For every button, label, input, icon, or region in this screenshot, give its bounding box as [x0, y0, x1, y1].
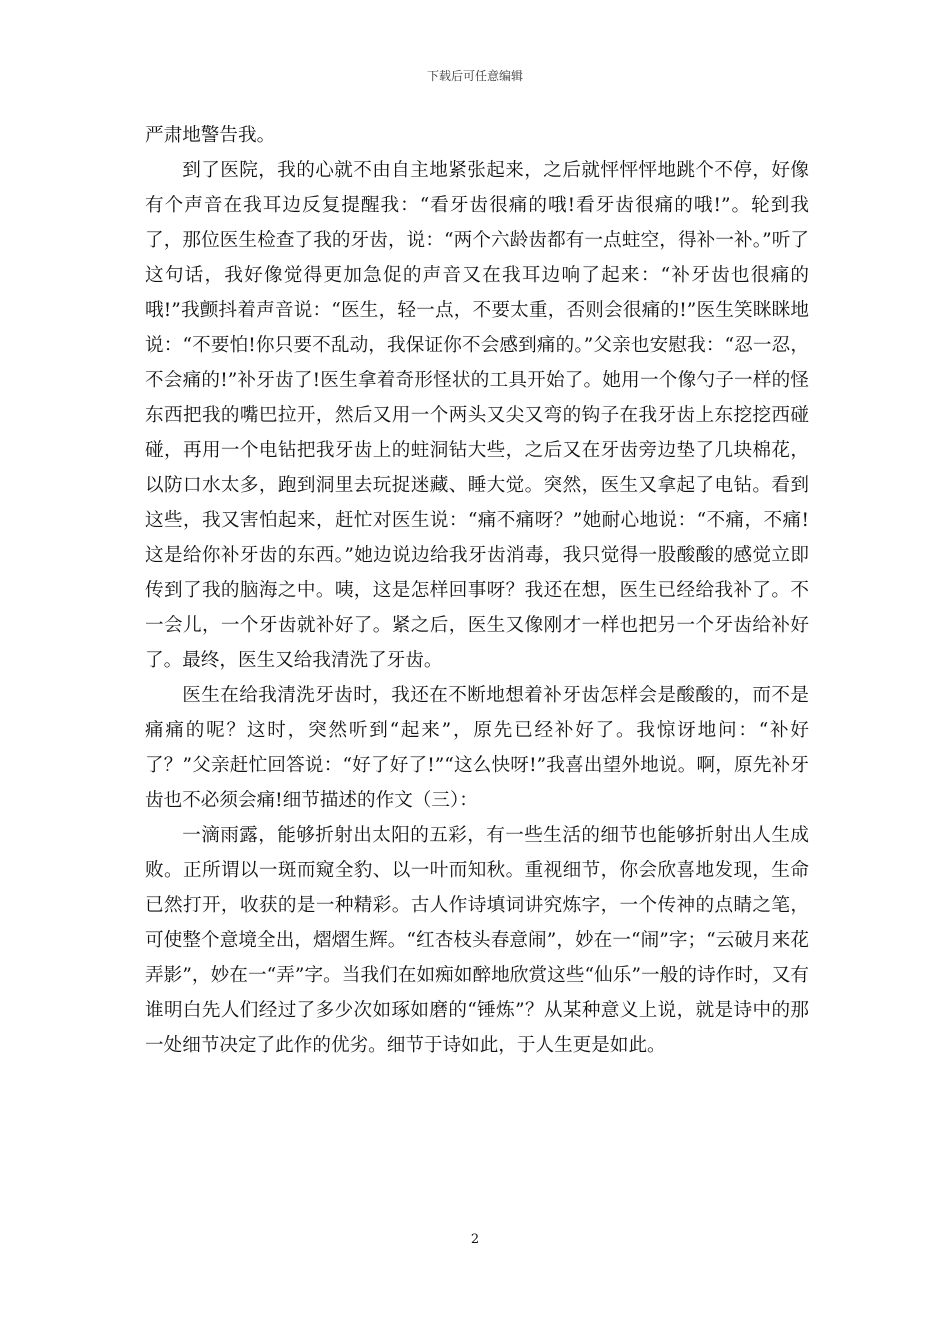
- paragraph: 严肃地警告我。: [145, 125, 276, 146]
- document-body: [145, 118, 809, 1063]
- page-header: 下载后可任意编辑: [426, 69, 523, 83]
- paragraph: 一滴雨露，能够折射出太阳的五彩，有一些生活的细节也能够折射出人生成败。正所谓以一斑而窥全豹、以一叶而知秋。重视细节，你会欣喜地发现，生命已然打开，收获的是一种精彩。古人作诗填词讲究炼字，一个传神的点睛之笔，可使整个意境全出，熠熠生辉。“红杏枝头春意闹”，妙在一“闹”字；“云破月来花弄影”，妙在一“弄”字。当我们在如痴如醉地欣赏这些“仙乐”一般的诗作时，又有谁明白先人们经过了多少次如琢如磨的“锤炼”？从某种意义上说，就是诗中的那一处细节决定了此作的优劣。细节于诗如此，于人生更是如此。: [145, 825, 809, 1056]
- paragraph: 到了医院，我的心就不由自主地紧张起来，之后就怦怦怦地跳个不停，好像有个声音在我耳边反复提醒我：“看牙齿很痛的哦!看牙齿很痛的哦!”。轮到我了，那位医生检查了我的牙齿，说：“两个六龄齿都有一点蛀空，得补一补。”听了这句话，我好像觉得更加急促的声音又在我耳边响了起来：“补牙齿也很痛的哦!”我颤抖着声音说：“医生，轻一点，不要太重，否则会很痛的!”医生笑眯眯地说：“不要怕!你只要不乱动，我保证你不会感到痛的。”父亲也安慰我：“忍一忍，不会痛的!”补牙齿了!医生拿着奇形怪状的工具开始了。她用一个像勺子一样的怪东西把我的嘴巴拉开，然后又用一个两头又尖又弯的钩子在我牙齿上东挖挖西碰碰，再用一个电钻把我牙齿上的蛀洞钻大些，之后又在牙齿旁边垫了几块棉花，以防口水太多，跑到洞里去玩捉迷藏、睡大觉。突然，医生又拿起了电钻。看到这些，我又害怕起来，赶忙对医生说：“痛不痛呀？”她耐心地说：“不痛，不痛!这是给你补牙齿的东西。”她边说边给我牙齿消毒，我只觉得一股酸酸的感觉立即传到了我的脑海之中。咦，这是怎样回事呀？我还在想，医生已经给我补了。不一会儿，一个牙齿就补好了。紧之后，医生又像刚才一样也把另一个牙齿给补好了。最终，医生又给我清洗了牙齿。: [145, 160, 809, 671]
- page-number: 2: [470, 1232, 480, 1247]
- paragraph: 医生在给我清洗牙齿时，我还在不断地想着补牙齿怎样会是酸酸的，而不是痛痛的呢？这时，突然听到“起来”，原先已经补好了。我惊讶地问：“补好了？”父亲赶忙回答说：“好了好了!”“这么快呀!”我喜出望外地说。啊，原先补牙齿也不必须会痛!细节描述的作文（三）：: [145, 685, 809, 811]
